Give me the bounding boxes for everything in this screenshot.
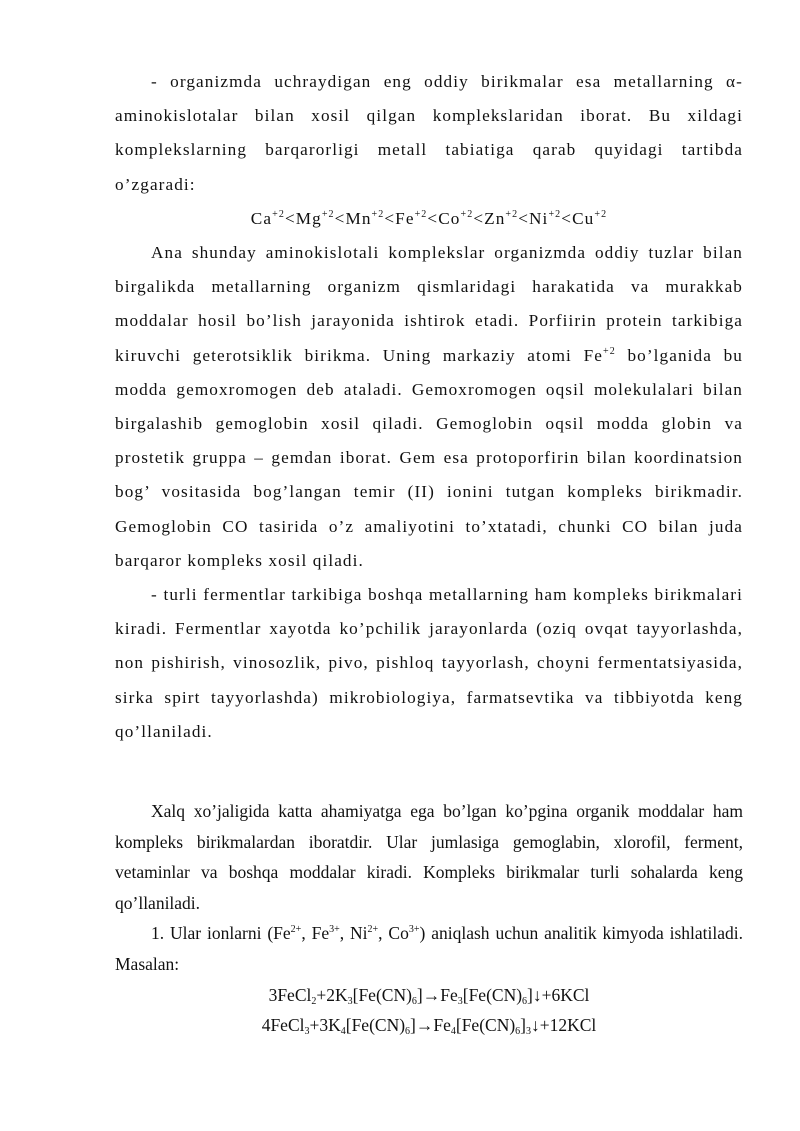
formula-part: [Fe(CN) (462, 984, 523, 1005)
formula-part: ]→Fe (410, 1015, 451, 1036)
formula-part: [Fe(CN) (455, 1015, 516, 1036)
ion-cu: <Cu (561, 208, 595, 228)
text-span: Ana shunday aminokislotali komplekslar organizmda oddiy tuzlar bilan birgalikda metallarning organizm qismlaridagi harakatida va murakkab moddalar hosil bo’lish jarayonida ishtirok etadi. Porfiirin protein tarkibiga kiruvchi geterotsiklik birikma. Uning markaziy atomi Fe (115, 243, 743, 365)
formula-part: ]↓+6KCl (527, 984, 590, 1005)
charge: 3+ (408, 924, 420, 936)
ion-ni: <Ni (518, 208, 549, 228)
text-span: - organizmda uchraydigan eng oddiy birikmalar esa metallarning (151, 72, 714, 91)
paragraph-analytical-use (115, 918, 743, 979)
text-span: 1. Ular ionlarni (Fe (151, 923, 291, 944)
subscript: 4 (450, 1026, 456, 1038)
charge: +2 (460, 208, 474, 220)
subscript: 6 (405, 1026, 411, 1038)
lower-text-block (115, 796, 743, 1041)
subscript: 3 (347, 995, 353, 1007)
upper-text-block (115, 65, 743, 749)
charge: +2 (371, 208, 385, 220)
charge: +2 (505, 208, 519, 220)
paragraph-hemoglobin (115, 236, 743, 578)
ion-mg: <Mg (284, 208, 322, 228)
formula-part: +3K (309, 1015, 341, 1036)
charge: 2+ (290, 924, 302, 936)
text-span: , Fe (301, 923, 330, 944)
charge: +2 (548, 208, 562, 220)
subscript: 3 (457, 995, 463, 1007)
charge: +2 (602, 345, 616, 357)
text-span: Xalq xo’jaligida katta ahamiyatga ega bo’lgan ko’pgina organik moddalar ham kompleks birikmalardan iboratdir. Ular jumlasiga gemoglabin, xlorofil, ferment, vetaminlar va boshqa moddalar kiradi. Kompleks birikmalar turli sohalarda keng qo’llaniladi. (115, 801, 743, 913)
text-span: - turli fermentlar tarkibiga boshqa metallarning ham kompleks birikmalari kiradi. Fermentlar xayotda ko’pchilik jarayonlarda (oziq ovqat tayyorlashda, non pishirish, vinosozlik, pivo, pishloq tayyorlash, choyni fermentatsiyasida, sirka spirt tayyorlashda) mikrobiologiya, farmatsevtika va tibbiyotda keng qo’llaniladi. (115, 585, 743, 741)
ion-ca: Ca (250, 208, 273, 228)
formula-part: 3FeCl (268, 984, 312, 1005)
alpha-symbol: α (726, 72, 737, 91)
charge: +2 (272, 208, 285, 220)
formula-part: ]→Fe (416, 984, 458, 1005)
formula-part: [Fe(CN) (345, 1015, 406, 1036)
ion-zn: <Zn (473, 208, 506, 228)
text-span: bo’lganida bu modda gemoxromogen deb ataladi. Gemoxromogen oqsil molekulalari bilan birgalashib gemoglobin xosil qiladi. Gemoglobin oqsil modda globin va prostetik gruppa – gemdan iborat. Gem esa protoporfirin bilan koordinatsion bog’ vositasida bog’langan temir (II) ionini tutgan kompleks birikmadir. Gemoglobin CO tasirida o’z amaliyotini to’xtatadi, chunki CO bilan juda barqaror kompleks xosil qiladi. (115, 345, 743, 570)
subscript: 3 (304, 1026, 310, 1038)
subscript: 6 (522, 995, 528, 1007)
text-span: , Ni (339, 923, 368, 944)
paragraph-amino-complexes (115, 65, 743, 202)
ion-co: <Co (427, 208, 461, 228)
text-span: ) aniqlash uchun analitik kimyoda ishlatiladi. Masalan: (115, 923, 744, 974)
charge: +2 (414, 208, 428, 220)
paragraph-national-economy (115, 796, 743, 918)
charge: +2 (321, 208, 335, 220)
formula-part: 4FeCl (261, 1015, 305, 1036)
formula-part: +2K (316, 984, 348, 1005)
text-span: , Co (378, 923, 409, 944)
stability-series (115, 202, 743, 236)
subscript: 6 (515, 1026, 521, 1038)
formula-part: ] (520, 1015, 526, 1036)
formula-part: ↓+12KCl (531, 1015, 597, 1036)
ion-mn: <Mn (334, 208, 372, 228)
charge: 3+ (329, 924, 340, 936)
subscript: 4 (340, 1026, 346, 1038)
text-span: - aminokislotalar bilan xosil qilgan komplekslaridan iborat. Bu xildagi komplekslarning barqarorligi metall tabiatiga qarab quyidagi tartibda o’zgaradi: (115, 72, 743, 194)
equation-2 (115, 1010, 743, 1041)
formula-part: [Fe(CN) (352, 984, 412, 1005)
ion-fe: <Fe (384, 208, 415, 228)
equation-1 (115, 980, 743, 1011)
subscript: 6 (411, 995, 417, 1007)
charge: 2+ (367, 924, 379, 936)
subscript: 2 (311, 995, 317, 1007)
charge: +2 (594, 208, 608, 220)
paragraph-enzymes (115, 578, 743, 749)
subscript: 3 (526, 1026, 531, 1038)
